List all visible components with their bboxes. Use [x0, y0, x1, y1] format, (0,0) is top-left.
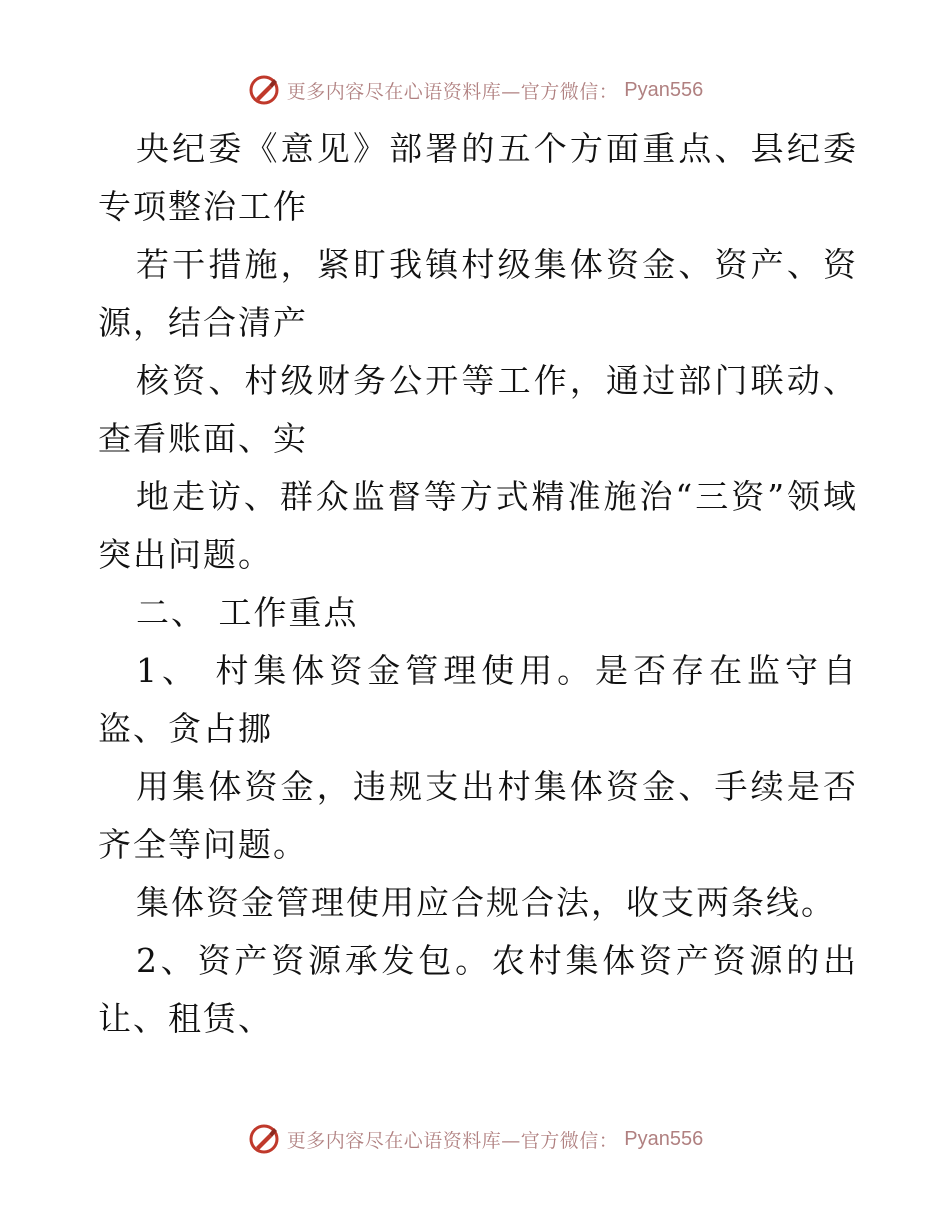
paragraph-2: 若干措施，紧盯我镇村级集体资金、资产、资源，结合清产: [98, 245, 858, 342]
paragraph-8: 集体资金管理使用应合规合法，收支两条线。: [136, 883, 836, 922]
header-banner: [0, 70, 950, 110]
footer-banner: [0, 1119, 950, 1159]
section-heading: 二、 工作重点: [136, 593, 359, 632]
document-body: [98, 120, 858, 1048]
header-banner-wechat-id: Pyan556: [624, 78, 704, 101]
paragraph-7: 用集体资金，违规支出村集体资金、手续是否齐全等问题。: [98, 767, 858, 864]
paragraph-4: 地走访、群众监督等方式精准施治“三资”领域突出问题。: [98, 477, 858, 574]
paragraph-3: 核资、村级财务公开等工作，通过部门联动、查看账面、实: [98, 361, 858, 458]
paragraph-1: 央纪委《意见》部署的五个方面重点、县纪委专项整治工作: [98, 129, 858, 226]
pen-logo-icon: [247, 73, 281, 107]
footer-banner-text: 更多内容尽在心语资料库—官方微信：: [286, 1129, 619, 1152]
pen-logo-icon: [247, 1122, 281, 1156]
paragraph-9: 2、资产资源承发包。农村集体资产资源的出让、租赁、: [98, 941, 858, 1038]
footer-banner-wechat-id: Pyan556: [624, 1127, 704, 1150]
paragraph-6: 1、 村集体资金管理使用。是否存在监守自盗、贪占挪: [98, 651, 858, 748]
header-banner-text: 更多内容尽在心语资料库—官方微信：: [286, 80, 619, 103]
